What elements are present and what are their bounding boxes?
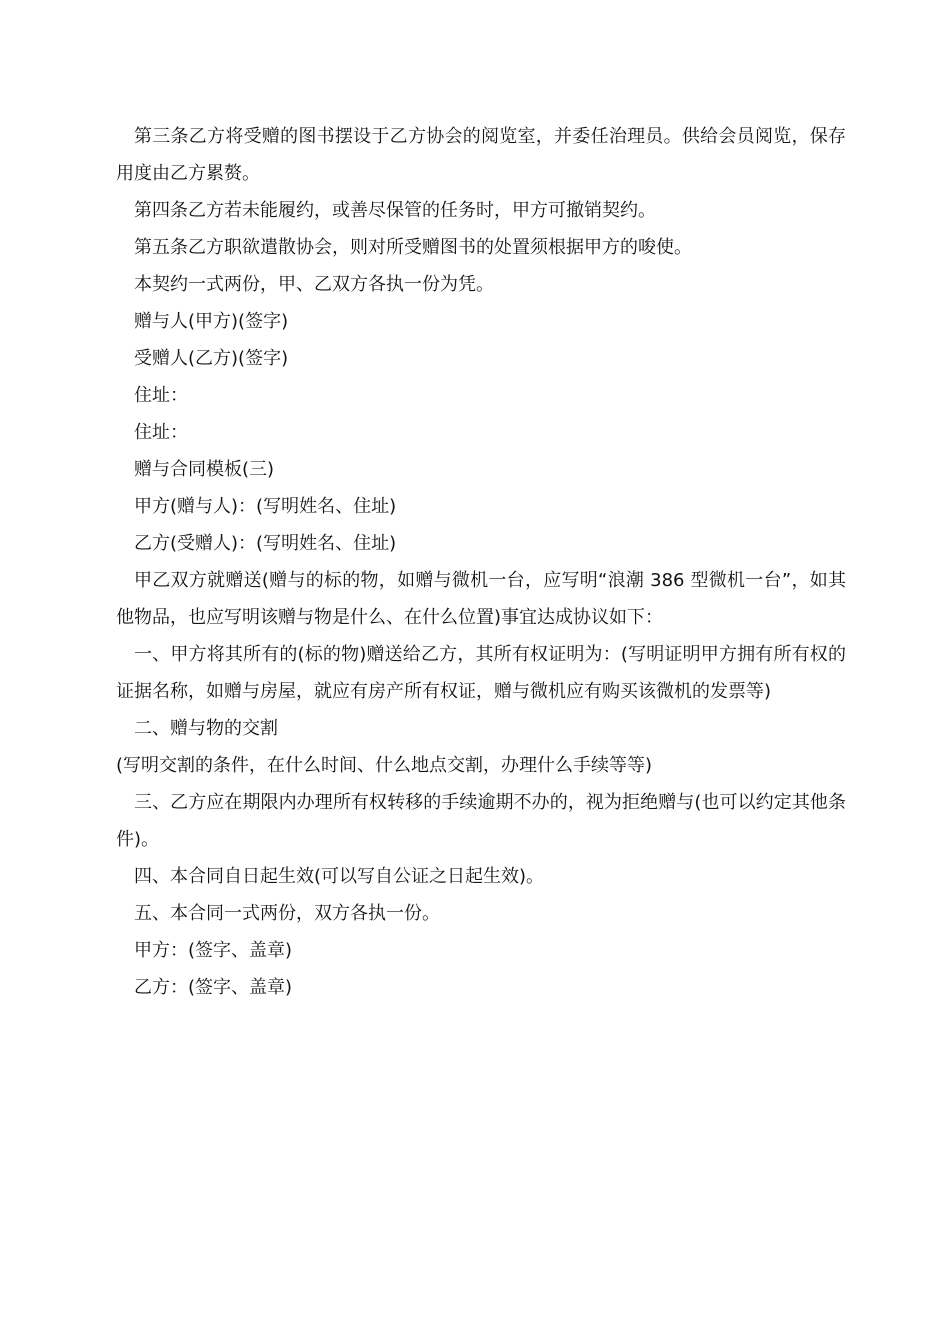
donor-signature-line: 赠与人(甲方)(签字) <box>134 311 289 332</box>
clause-4-paragraph: 四、本合同自日起生效(可以写自公证之日起生效)。 <box>134 866 545 887</box>
party-b-line: 乙方(受赠人)：(写明姓名、住址) <box>134 533 397 554</box>
copies-paragraph: 本契约一式两份，甲、乙双方各执一份为凭。 <box>134 274 494 295</box>
party-a-line: 甲方(赠与人)：(写明姓名、住址) <box>134 496 397 517</box>
clause-5-paragraph: 五、本合同一式两份，双方各执一份。 <box>134 903 440 924</box>
clause-3-paragraph: 三、乙方应在期限内办理所有权转移的手续逾期不办的，视为拒绝赠与(也可以约定其他条件)。 <box>116 792 846 850</box>
address-line-2: 住址： <box>134 422 188 443</box>
clause-2-heading: 二、赠与物的交割 <box>134 718 278 739</box>
party-b-signature-line: 乙方：(签字、盖章) <box>134 977 293 998</box>
agreement-intro-paragraph: 甲乙双方就赠送(赠与的标的物，如赠与微机一台，应写明“浪潮 386 型微机一台”，如其他物品，也应写明该赠与物是什么、在什么位置)事宜达成协议如下： <box>116 570 846 628</box>
article-4-paragraph: 第四条乙方若未能履约，或善尽保管的任务时，甲方可撤销契约。 <box>134 200 656 221</box>
article-5-paragraph: 第五条乙方职欲遣散协会，则对所受赠图书的处置须根据甲方的唆使。 <box>134 237 692 258</box>
document-body <box>116 118 846 1006</box>
clause-1-paragraph: 一、甲方将其所有的(标的物)赠送给乙方，其所有权证明为：(写明证明甲方拥有所有权的证据名称，如赠与房屋，就应有房产所有权证，赠与微机应有购买该微机的发票等) <box>116 644 846 702</box>
address-line-1: 住址： <box>134 385 188 406</box>
clause-2-detail: (写明交割的条件，在什么时间、什么地点交割，办理什么手续等等) <box>116 755 653 776</box>
template-3-heading: 赠与合同模板(三) <box>134 459 275 480</box>
article-3-paragraph: 第三条乙方将受赠的图书摆设于乙方协会的阅览室，并委任治理员。供给会员阅览，保存用度由乙方累赘。 <box>116 126 846 184</box>
donee-signature-line: 受赠人(乙方)(签字) <box>134 348 289 369</box>
party-a-signature-line: 甲方：(签字、盖章) <box>134 940 293 961</box>
